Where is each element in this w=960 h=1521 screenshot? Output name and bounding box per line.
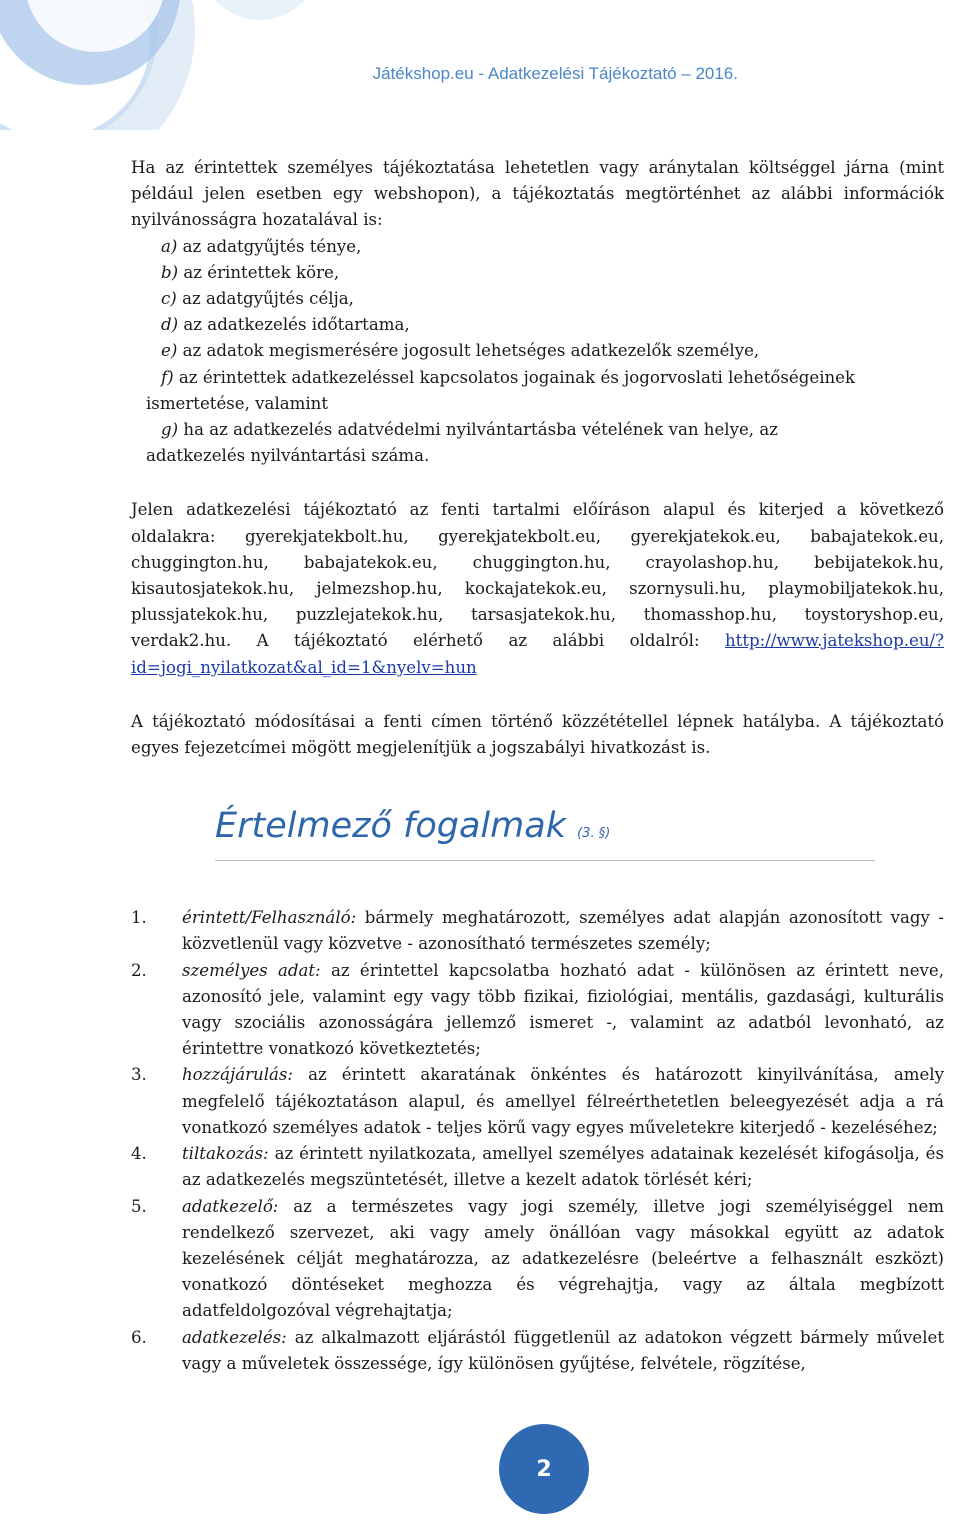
running-header: Játékshop.eu - Adatkezelési Tájékoztató – 2016. bbox=[372, 64, 738, 83]
definitions-list bbox=[131, 905, 944, 1377]
list-item: c) az adatgyűjtés célja, bbox=[161, 289, 354, 309]
definition-item: 1. érintett/Felhasználó: bármely meghatározott, személyes adat alapján azonosított vagy - közvetlenül vagy közvetve - azonosítható természetes személy; bbox=[131, 908, 944, 954]
page-number-badge: 2 bbox=[499, 1424, 589, 1514]
jatekshop-link[interactable]: http://www.jatekshop.eu/?id=jogi_nyilatkozat&al_id=1&nyelv=hun bbox=[131, 631, 944, 677]
info-list bbox=[131, 234, 944, 470]
definition-item: 2. személyes adat: az érintettel kapcsolatba hozható adat - különösen az érintett neve, azonosító jele, valamint egy vagy több fizikai, fiziológiai, mentális, gazdasági, kulturális vagy szociális azonosságára jellemző ismeret -, valamint az adatból levonható, az érintettre vonatkozó következtetés; bbox=[131, 960, 945, 1059]
list-item: f) az érintettek adatkezeléssel kapcsolatos jogainak és jogorvoslati lehetőségeinek ismertetése, valamint bbox=[146, 367, 856, 413]
intro-paragraph: Ha az érintettek személyes tájékoztatása lehetetlen vagy aránytalan költséggel járna (mint például jelen esetben egy webshopon), a tájékoztatás megtörténhet az alábbi információk nyilvánosságra hozatalával is: bbox=[131, 158, 944, 230]
document-body bbox=[131, 155, 944, 1377]
list-item: d) az adatkezelés időtartama, bbox=[161, 315, 410, 335]
definition-item: 4. tiltakozás: az érintett nyilatkozata, amellyel személyes adatainak kezelését kifogásolja, és az adatkezelés megszüntetését, illetve a kezelt adatok törlését kéri; bbox=[131, 1144, 944, 1190]
changes-paragraph: A tájékoztató módosításai a fenti címen történő közzététellel lépnek hatályba. A tájékoztató egyes fejezetcímei mögött megjelenítjük a jogszabályi hivatkozást is. bbox=[131, 711, 944, 758]
definition-item: 3. hozzájárulás: az érintett akaratának önkéntes és határozott kinyilvánítása, amely megfelelő tájékoztatáson alapul, és amellyel félreérthetetlen beleegyezését adja a rá vonatkozó személyes adatok - teljes körű vagy egyes műveletekre kiterjedő - kezeléséhez; bbox=[131, 1065, 944, 1137]
section-title: Értelmező fogalmak (3. §) bbox=[215, 806, 611, 847]
list-item: g) ha az adatkezelés adatvédelmi nyilvántartásba vételének van helye, az adatkezelés nyilvántartási száma. bbox=[146, 420, 778, 466]
list-item: b) az érintettek köre, bbox=[161, 262, 340, 282]
section-heading bbox=[215, 806, 875, 861]
list-item: e) az adatok megismerésére jogosult lehetséges adatkezelők személye, bbox=[161, 341, 760, 361]
definition-item: 5. adatkezelő: az a természetes vagy jogi személy, illetve jogi személyiséggel nem rendelkező szervezet, aki vagy amely önállóan vagy másokkal együtt az adatok kezelésének célját meghatározza, az adatkezelésre (beleértve a felhasznált eszközt) vonatkozó döntéseket meghozza és végrehajtja, vagy az általa megbízott adatfeldolgozóval végrehajtatja; bbox=[131, 1196, 944, 1321]
definition-item: 6. adatkezelés: az alkalmazott eljárástól függetlenül az adatokon végzett bármely művelet vagy a műveletek összessége, így különösen gyűjtése, felvétele, rögzítése, bbox=[131, 1327, 944, 1373]
scope-paragraph: Jelen adatkezelési tájékoztató az fenti tartalmi előíráson alapul és kiterjed a következő oldalakra: gyerekjatekbolt.hu, gyerekjatekbolt.eu, gyerekjatekok.eu, babajatekok.eu, chuggington.hu, babajatekok.eu, chuggington.hu, crayolashop.hu, bebijatekok.hu, kisautosjatekok.hu, jelmezshop.hu, kockajatekok.eu, szornysuli.hu, playmobiljatekok.hu, plussjatekok.hu, puzzlejatekok.hu, tarsasjatekok.hu, thomasshop.hu, toystoryshop.eu, verdak2.hu. A tájékoztató elérhető az alábbi oldalról: http://www.jatekshop.eu/?id=jogi_nyilatkozat&al_id=1&nyelv=hun bbox=[131, 500, 944, 677]
corner-decoration bbox=[0, 0, 330, 130]
list-item: a) az adatgyűjtés ténye, bbox=[161, 236, 362, 256]
